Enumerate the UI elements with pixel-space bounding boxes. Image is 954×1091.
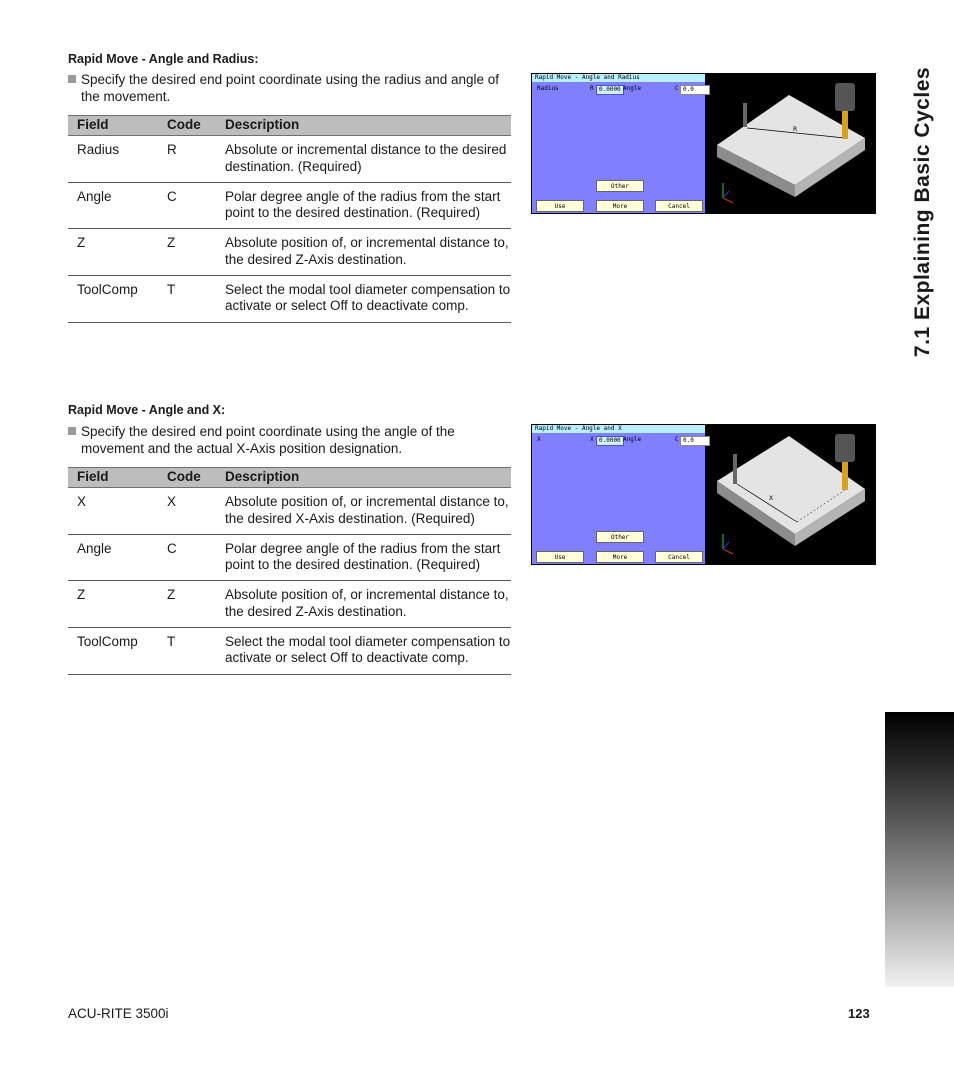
cell-field: Angle <box>68 182 167 229</box>
cell-description: Select the modal tool diameter compensation to activate or select Off to deactivate comp. <box>225 276 511 323</box>
panel-title: Rapid Move - Angle and Radius <box>532 74 705 82</box>
angle-input[interactable]: 0.0 <box>680 436 710 446</box>
screenshot-angle-radius <box>531 73 876 214</box>
view-label: R <box>793 126 798 133</box>
cell-code: Z <box>167 581 225 628</box>
table-row <box>68 534 511 581</box>
use-button[interactable]: Use <box>536 200 584 212</box>
cell-code: T <box>167 628 225 675</box>
table-row <box>68 276 511 323</box>
panel-title: Rapid Move - Angle and X <box>532 425 705 433</box>
bullet-text: Specify the desired end point coordinate using the angle of the movement and the actual X-Axis position designation. <box>81 424 455 456</box>
cell-field: Angle <box>68 534 167 581</box>
chapter-tab-gradient <box>885 712 954 987</box>
bullet-angle-x <box>68 424 513 457</box>
header-code: Code <box>167 116 225 136</box>
cell-code: X <box>167 488 225 535</box>
bullet-text: Specify the desired end point coordinate using the radius and angle of the movement. <box>81 72 500 104</box>
cell-description: Absolute position of, or incremental distance to, the desired X-Axis destination. (Required) <box>225 488 511 535</box>
x-code: X <box>590 436 594 443</box>
table-row <box>68 488 511 535</box>
entry-panel <box>532 425 705 564</box>
start-post <box>743 103 747 127</box>
header-description: Description <box>225 116 511 136</box>
more-button[interactable]: More <box>596 551 644 563</box>
cell-description: Polar degree angle of the radius from the start point to the desired destination. (Required) <box>225 534 511 581</box>
header-field: Field <box>68 116 167 136</box>
start-post <box>733 454 737 484</box>
table-row <box>68 581 511 628</box>
axis-y-icon <box>723 542 729 549</box>
cell-field: Radius <box>68 136 167 183</box>
cell-description: Absolute or incremental distance to the desired destination. (Required) <box>225 136 511 183</box>
square-bullet-icon <box>68 427 76 435</box>
cell-field: Z <box>68 581 167 628</box>
cell-code: T <box>167 276 225 323</box>
angle-code: C <box>675 85 679 92</box>
header-description: Description <box>225 468 511 488</box>
page-number: 123 <box>848 1006 870 1021</box>
axis-y-icon <box>723 191 729 198</box>
view-label: X <box>769 495 774 502</box>
x-label: X <box>537 436 541 443</box>
square-bullet-icon <box>68 75 76 83</box>
screenshot-angle-x <box>531 424 876 565</box>
other-button[interactable]: Other <box>596 180 644 192</box>
table-row <box>68 628 511 675</box>
table-row <box>68 136 511 183</box>
angle-code: C <box>675 436 679 443</box>
cell-code: R <box>167 136 225 183</box>
chapter-side-title: 7.1 Explaining Basic Cycles <box>911 66 934 358</box>
axis-x-icon <box>723 549 733 554</box>
axis-x-icon <box>723 198 733 203</box>
more-button[interactable]: More <box>596 200 644 212</box>
field-table-angle-radius <box>68 115 511 323</box>
3d-view <box>707 73 876 214</box>
tool-bit <box>842 460 848 490</box>
tool-holder <box>835 434 855 462</box>
radius-label: Radius <box>537 85 559 92</box>
cell-field: X <box>68 488 167 535</box>
field-table-angle-x <box>68 467 511 675</box>
header-code: Code <box>167 468 225 488</box>
cell-field: Z <box>68 229 167 276</box>
entry-panel <box>532 74 705 213</box>
3d-view <box>707 424 876 565</box>
input-row <box>535 435 703 445</box>
radius-code: R <box>590 85 594 92</box>
cell-code: C <box>167 182 225 229</box>
x-input[interactable]: 0.0000 <box>596 436 624 446</box>
table-row <box>68 182 511 229</box>
section-title-angle-radius: Rapid Move - Angle and Radius: <box>68 52 259 66</box>
cell-description: Absolute position of, or incremental distance to, the desired Z-Axis destination. <box>225 581 511 628</box>
cell-description: Polar degree angle of the radius from the start point to the desired destination. (Required) <box>225 182 511 229</box>
table-header-row <box>68 116 511 136</box>
footer-product: ACU-RITE 3500i <box>68 1006 169 1021</box>
cancel-button[interactable]: Cancel <box>655 551 703 563</box>
angle-label: Angle <box>623 85 642 92</box>
cell-code: C <box>167 534 225 581</box>
header-field: Field <box>68 468 167 488</box>
section-title-angle-x: Rapid Move - Angle and X: <box>68 403 226 417</box>
input-row <box>535 84 703 94</box>
bullet-angle-radius <box>68 72 513 105</box>
table-row <box>68 229 511 276</box>
table-header-row <box>68 468 511 488</box>
cell-field: ToolComp <box>68 276 167 323</box>
radius-input[interactable]: 0.0000 <box>596 85 624 95</box>
cell-description: Absolute position of, or incremental distance to, the desired Z-Axis destination. <box>225 229 511 276</box>
angle-label: Angle <box>623 436 642 443</box>
cell-field: ToolComp <box>68 628 167 675</box>
cell-code: Z <box>167 229 225 276</box>
tool-bit <box>842 109 848 139</box>
cell-description: Select the modal tool diameter compensation to activate or select Off to deactivate comp. <box>225 628 511 675</box>
cancel-button[interactable]: Cancel <box>655 200 703 212</box>
other-button[interactable]: Other <box>596 531 644 543</box>
angle-input[interactable]: 0.0 <box>680 85 710 95</box>
use-button[interactable]: Use <box>536 551 584 563</box>
tool-holder <box>835 83 855 111</box>
